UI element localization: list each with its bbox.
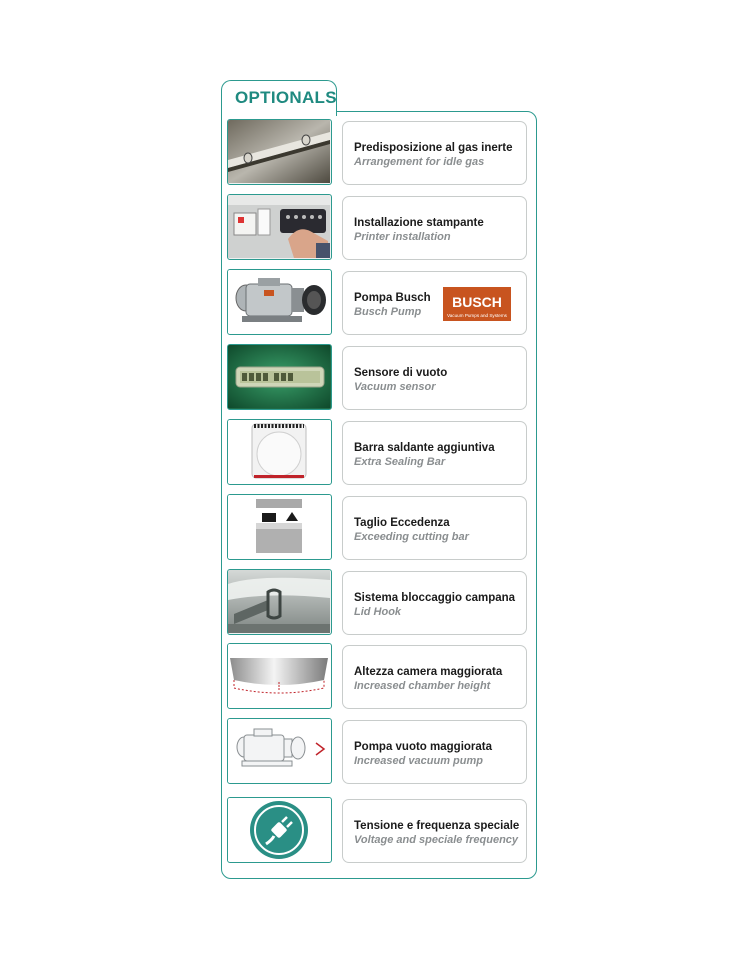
option-label-en: Extra Sealing Bar [354,456,446,468]
gas-valve-photo [227,119,332,185]
cutting-bar-diagram [227,494,332,560]
printer-photo [227,194,332,260]
option-label-en: Busch Pump [354,306,422,318]
busch-logo-tagline: Vacuum Pumps and Systems [447,313,507,318]
chamber-height-diagram [227,643,332,709]
option-label-en: Exceeding cutting bar [354,531,469,543]
option-card [342,121,527,185]
option-label-en: Arrangement for idle gas [354,156,485,168]
option-card [342,421,527,485]
option-row-busch-pump [227,269,529,337]
bigger-pump-diagram [227,718,332,784]
option-row-vacuum-sensor [227,344,529,412]
option-label-it: Installazione stampante [354,217,484,229]
option-row-lid-hook [227,569,529,637]
vacuum-sensor-display [227,344,332,410]
option-label-it: Sensore di vuoto [354,367,448,379]
option-row-chamber-height [227,643,529,711]
option-label-en: Printer installation [354,231,451,243]
option-card [342,496,527,560]
option-label-it: Predisposizione al gas inerte [354,142,513,154]
busch-logo-word: BUSCH [452,294,502,310]
option-label-it: Taglio Eccedenza [354,517,450,529]
option-label-en: Vacuum sensor [354,381,436,393]
option-row-voltage [227,797,529,865]
option-label-it: Sistema bloccaggio campana [354,592,516,604]
lid-hook-photo [227,569,332,635]
option-card [342,271,527,335]
option-row-inert-gas [227,119,529,187]
busch-pump-photo [227,269,332,335]
option-row-printer [227,194,529,262]
option-card [342,196,527,260]
option-card [342,571,527,635]
power-plug-icon [227,797,332,863]
sealing-bar-diagram [227,419,332,485]
option-card [342,720,527,784]
option-label-en: Increased chamber height [354,680,491,692]
option-label-it: Pompa vuoto maggiorata [354,741,493,753]
option-row-sealing-bar [227,419,529,487]
option-label-en: Voltage and speciale frequency [354,834,519,846]
option-card [342,645,527,709]
option-card [342,799,527,863]
option-label-en: Lid Hook [354,606,402,618]
option-row-bigger-pump [227,718,529,786]
busch-logo [443,287,511,321]
option-card [342,346,527,410]
option-label-it: Pompa Busch [354,292,431,304]
option-label-en: Increased vacuum pump [354,755,483,767]
option-label-it: Barra saldante aggiuntiva [354,442,495,454]
option-label-it: Tensione e frequenza speciale [354,820,520,832]
option-label-it: Altezza camera maggiorata [354,666,503,678]
section-title: OPTIONALS [235,88,337,107]
option-row-cutting-bar [227,494,529,562]
